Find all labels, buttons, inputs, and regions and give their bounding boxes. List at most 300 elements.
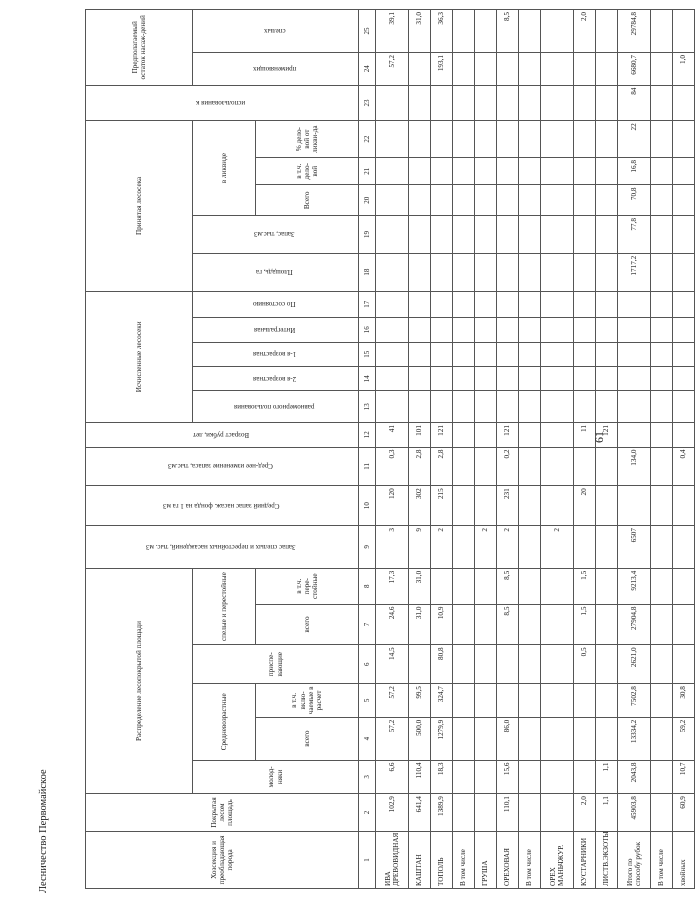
- header-mid-total: всего: [256, 717, 359, 760]
- table-cell: 57,2: [376, 52, 409, 85]
- table-cell: [596, 391, 618, 423]
- table-cell: [651, 342, 673, 366]
- header-forecast-mature: спелых: [263, 27, 286, 36]
- column-number-cell: 7: [359, 604, 376, 645]
- table-cell: [574, 253, 596, 291]
- table-cell: [541, 342, 574, 366]
- column-number-cell: 25: [359, 10, 376, 53]
- table-cell: [475, 604, 497, 645]
- table-cell: 1,1: [596, 760, 618, 794]
- table-cell: 11: [574, 423, 596, 447]
- table-cell: [475, 391, 497, 423]
- table-body: [376, 10, 695, 889]
- table-cell: [453, 216, 475, 254]
- table-cell: [596, 526, 618, 569]
- table-cell: [541, 185, 574, 216]
- table-cell: [574, 717, 596, 760]
- table-cell: 99,5: [409, 684, 431, 718]
- header-first-age: 1-я возрастная: [252, 350, 296, 359]
- table-cell: [541, 447, 574, 486]
- table-cell: [519, 568, 541, 604]
- table-cell: [409, 391, 431, 423]
- table-cell: 59,2: [673, 717, 695, 760]
- table-cell: [673, 568, 695, 604]
- table-cell: 86,0: [497, 717, 519, 760]
- column-number-cell: 20: [359, 185, 376, 216]
- table-cell: [497, 318, 519, 342]
- table-cell: 110,1: [497, 794, 519, 832]
- table-cell: 41: [376, 423, 409, 447]
- table-cell: [409, 185, 431, 216]
- table-cell: [475, 157, 497, 185]
- table-cell: 324,7: [431, 684, 453, 718]
- table-cell: 6507: [618, 526, 651, 569]
- table-cell: [519, 185, 541, 216]
- table-cell: [453, 121, 475, 158]
- table-cell: 2,0: [574, 10, 596, 53]
- table-row: [651, 10, 673, 889]
- row-label: В том числе: [519, 831, 541, 888]
- table-cell: [651, 794, 673, 832]
- table-cell: 20: [574, 486, 596, 526]
- table-cell: 2621,0: [618, 645, 651, 684]
- header-cutting-age: Возраст рубки, лет: [192, 430, 249, 439]
- table-cell: [453, 291, 475, 318]
- table-cell: [519, 391, 541, 423]
- row-label: В том числе: [453, 831, 475, 888]
- table-cell: [596, 253, 618, 291]
- table-cell: 110,4: [409, 760, 431, 794]
- table-cell: 2: [431, 526, 453, 569]
- table-cell: 29784,8: [618, 10, 651, 53]
- table-cell: [596, 342, 618, 366]
- table-cell: [673, 10, 695, 53]
- table-cell: [497, 121, 519, 158]
- row-label: хвойных: [673, 831, 695, 888]
- table-cell: [673, 216, 695, 254]
- table-cell: [618, 291, 651, 318]
- table-cell: [431, 391, 453, 423]
- table-cell: [596, 604, 618, 645]
- table-cell: [431, 342, 453, 366]
- table-cell: 77,8: [618, 216, 651, 254]
- table-cell: [574, 52, 596, 85]
- row-label: ЛИСТВ.ЭКЗОТЫ: [596, 831, 618, 888]
- table-cell: [519, 447, 541, 486]
- table-cell: 24,6: [376, 604, 409, 645]
- table-cell: [453, 684, 475, 718]
- table-cell: [519, 486, 541, 526]
- table-cell: [497, 157, 519, 185]
- table-cell: [475, 85, 497, 121]
- table-cell: 31,0: [409, 10, 431, 53]
- table-cell: [497, 85, 519, 121]
- table-cell: [497, 367, 519, 391]
- table-cell: [453, 85, 475, 121]
- header-mature-total: всего: [256, 604, 359, 645]
- header-distribution: Распределение лесопокрытой площади: [86, 568, 193, 793]
- table-cell: [453, 253, 475, 291]
- table-cell: [651, 604, 673, 645]
- table-cell: [618, 342, 651, 366]
- table-cell: 17,3: [376, 568, 409, 604]
- table-cell: [497, 645, 519, 684]
- table-cell: [519, 526, 541, 569]
- table-cell: [574, 157, 596, 185]
- table-cell: 0,5: [574, 645, 596, 684]
- table-cell: [673, 185, 695, 216]
- table-cell: 13334,2: [618, 717, 651, 760]
- table-cell: [519, 157, 541, 185]
- table-cell: 1,5: [574, 568, 596, 604]
- column-number-cell: 22: [359, 121, 376, 158]
- table-cell: [618, 318, 651, 342]
- table-cell: 7502,8: [618, 684, 651, 718]
- table-cell: [574, 216, 596, 254]
- table-cell: [673, 157, 695, 185]
- table-cell: [574, 684, 596, 718]
- table-cell: [453, 604, 475, 645]
- table-cell: [618, 367, 651, 391]
- column-number-cell: 2: [359, 794, 376, 832]
- table-cell: [541, 717, 574, 760]
- table-row: [596, 10, 618, 889]
- header-liquid: в ликвиде: [193, 121, 256, 216]
- table-cell: [541, 367, 574, 391]
- table-cell: 6680,7: [618, 52, 651, 85]
- table-cell: 60,9: [673, 794, 695, 832]
- table-cell: 231: [497, 486, 519, 526]
- table-cell: 16,8: [618, 157, 651, 185]
- table-cell: 1,1: [596, 794, 618, 832]
- header-young: молод-няки: [193, 760, 359, 794]
- table-cell: [596, 52, 618, 85]
- row-label: КАШТАН: [409, 831, 431, 888]
- table-row: [409, 10, 431, 889]
- table-cell: [453, 157, 475, 185]
- row-label: Итого по способу рубок: [618, 831, 651, 888]
- table-cell: [409, 291, 431, 318]
- table-cell: [409, 367, 431, 391]
- table-cell: [475, 216, 497, 254]
- table-cell: [519, 253, 541, 291]
- table-cell: [409, 121, 431, 158]
- table-cell: [574, 85, 596, 121]
- table-cell: [409, 52, 431, 85]
- table-cell: [497, 185, 519, 216]
- column-number-cell: 15: [359, 342, 376, 366]
- table-cell: 30,8: [673, 684, 695, 718]
- table-cell: 9213,4: [618, 568, 651, 604]
- table-cell: [673, 291, 695, 318]
- table-cell: [519, 423, 541, 447]
- column-number-cell: 24: [359, 52, 376, 85]
- table-cell: [541, 684, 574, 718]
- table-cell: [596, 291, 618, 318]
- table-cell: [475, 423, 497, 447]
- table-cell: 84: [618, 85, 651, 121]
- table-cell: [519, 645, 541, 684]
- table-cell: [453, 760, 475, 794]
- table-cell: 57,2: [376, 684, 409, 718]
- table-cell: [519, 52, 541, 85]
- table-row: [431, 10, 453, 889]
- table-cell: [519, 684, 541, 718]
- table-cell: [596, 157, 618, 185]
- table-cell: [376, 367, 409, 391]
- forestry-header: Лесничество Первомайское: [38, 769, 49, 893]
- header-accepted-cutting: Принятая лесосека: [86, 121, 193, 291]
- table-cell: 8,5: [497, 10, 519, 53]
- table-cell: 215: [431, 486, 453, 526]
- table-cell: 57,2: [376, 717, 409, 760]
- header-area: Площадь, га: [255, 268, 293, 277]
- table-cell: [618, 486, 651, 526]
- table-cell: [574, 318, 596, 342]
- table-cell: [596, 568, 618, 604]
- table-cell: [475, 760, 497, 794]
- table-cell: [497, 52, 519, 85]
- header-second-age: 2-я возрастная: [252, 374, 296, 383]
- column-number-cell: 13: [359, 391, 376, 423]
- table-cell: [651, 447, 673, 486]
- table-cell: [673, 253, 695, 291]
- table-cell: [673, 318, 695, 342]
- forest-cutting-table: [85, 9, 695, 889]
- table-cell: [651, 121, 673, 158]
- table-cell: 1,5: [574, 604, 596, 645]
- column-number-cell: 1: [359, 831, 376, 888]
- table-cell: [673, 121, 695, 158]
- table-cell: [651, 367, 673, 391]
- table-cell: [475, 794, 497, 832]
- table-cell: [453, 486, 475, 526]
- table-cell: [376, 342, 409, 366]
- table-cell: [541, 318, 574, 342]
- table-cell: 8,5: [497, 604, 519, 645]
- table-cell: 1717,2: [618, 253, 651, 291]
- table-cell: 121: [497, 423, 519, 447]
- page-number: 61: [592, 431, 606, 443]
- table-cell: [596, 185, 618, 216]
- table-cell: [431, 121, 453, 158]
- table-cell: [541, 423, 574, 447]
- table-cell: [376, 85, 409, 121]
- header-species: Хозсекция и преобладающая порода: [86, 831, 359, 888]
- table-cell: [519, 10, 541, 53]
- table-cell: [475, 568, 497, 604]
- header-liquid-total: Всего: [256, 185, 359, 216]
- table-cell: [651, 157, 673, 185]
- table-cell: 0,4: [673, 447, 695, 486]
- table-cell: [596, 367, 618, 391]
- column-number-cell: 5: [359, 684, 376, 718]
- table-cell: [431, 367, 453, 391]
- table-cell: [519, 121, 541, 158]
- table-cell: [651, 486, 673, 526]
- table-cell: [497, 391, 519, 423]
- table-cell: [541, 85, 574, 121]
- table-cell: [673, 391, 695, 423]
- table-cell: [431, 568, 453, 604]
- table-cell: [409, 342, 431, 366]
- table-cell: [453, 717, 475, 760]
- table-cell: [651, 645, 673, 684]
- table-cell: 31,0: [409, 568, 431, 604]
- table-cell: [596, 10, 618, 53]
- table-cell: [673, 645, 695, 684]
- header-forecast-applied: применяющих: [252, 64, 297, 73]
- table-cell: [651, 717, 673, 760]
- table-cell: 302: [409, 486, 431, 526]
- table-cell: [596, 121, 618, 158]
- table-row: [376, 10, 409, 889]
- table-row: [618, 10, 651, 889]
- table-cell: 2,8: [431, 447, 453, 486]
- header-liquid-business: в т.ч. дело-вой: [256, 157, 359, 185]
- column-number-cell: 3: [359, 760, 376, 794]
- table-cell: [541, 121, 574, 158]
- table-cell: [574, 367, 596, 391]
- table-cell: [519, 85, 541, 121]
- table-cell: [651, 760, 673, 794]
- table-cell: [596, 645, 618, 684]
- table-cell: 2,8: [409, 447, 431, 486]
- table-cell: [574, 526, 596, 569]
- table-cell: [651, 391, 673, 423]
- table-cell: [651, 526, 673, 569]
- table-cell: 101: [409, 423, 431, 447]
- table-cell: [519, 367, 541, 391]
- table-cell: [497, 291, 519, 318]
- table-cell: [453, 10, 475, 53]
- table-cell: 1389,9: [431, 794, 453, 832]
- table-cell: [453, 568, 475, 604]
- column-number-cell: 23: [359, 85, 376, 121]
- table-row: [574, 10, 596, 889]
- table-cell: [376, 185, 409, 216]
- table-cell: [541, 794, 574, 832]
- table-cell: [475, 717, 497, 760]
- table-cell: [453, 342, 475, 366]
- table-cell: 8,5: [497, 568, 519, 604]
- table-cell: [376, 121, 409, 158]
- table-cell: [574, 447, 596, 486]
- table-cell: [475, 342, 497, 366]
- table-cell: [651, 318, 673, 342]
- column-number-cell: 18: [359, 253, 376, 291]
- table-cell: 1,0: [673, 52, 695, 85]
- table-cell: [453, 794, 475, 832]
- column-number-cell: 17: [359, 291, 376, 318]
- table-cell: [651, 568, 673, 604]
- row-label: ТОПОЛЬ: [431, 831, 453, 888]
- table-cell: 120: [376, 486, 409, 526]
- table-cell: 6,6: [376, 760, 409, 794]
- table-cell: [497, 342, 519, 366]
- table-cell: [519, 318, 541, 342]
- row-label: В том числе: [651, 831, 673, 888]
- header-usage-period: использования к: [196, 98, 246, 107]
- table-cell: 134,0: [618, 447, 651, 486]
- header-by-condition: По состоянию: [253, 300, 296, 309]
- table-cell: [475, 10, 497, 53]
- table-cell: [376, 216, 409, 254]
- table-cell: 27904,8: [618, 604, 651, 645]
- table-cell: [541, 645, 574, 684]
- table-cell: [409, 85, 431, 121]
- table-cell: [596, 684, 618, 718]
- table-cell: [453, 318, 475, 342]
- header-forest-area: Покрытая лесом площадь: [86, 794, 359, 832]
- table-cell: [453, 447, 475, 486]
- table-cell: [475, 684, 497, 718]
- table-cell: [431, 185, 453, 216]
- table-cell: [475, 318, 497, 342]
- table-cell: [519, 760, 541, 794]
- table-cell: [596, 447, 618, 486]
- table-cell: [453, 367, 475, 391]
- row-label: ИВА ДРЕВОВИДНАЯ: [376, 831, 409, 888]
- table-cell: 70,8: [618, 185, 651, 216]
- table-cell: [497, 216, 519, 254]
- table-cell: [497, 684, 519, 718]
- header-premature: приспе-вающие: [193, 645, 359, 684]
- table-cell: [651, 253, 673, 291]
- table-cell: [475, 52, 497, 85]
- table-cell: [453, 645, 475, 684]
- table-cell: 1279,9: [431, 717, 453, 760]
- table-cell: [541, 10, 574, 53]
- table-cell: [519, 216, 541, 254]
- table-cell: 14,5: [376, 645, 409, 684]
- header-avg-stock: Средний запас насаж. фонда на 1 га м3: [162, 501, 280, 510]
- header-uniform: равномерного пользования: [234, 402, 315, 411]
- table-cell: [475, 486, 497, 526]
- table-cell: 0,2: [497, 447, 519, 486]
- table-cell: [596, 717, 618, 760]
- table-cell: [409, 645, 431, 684]
- table-cell: [475, 645, 497, 684]
- table-cell: [596, 318, 618, 342]
- table-cell: [431, 157, 453, 185]
- table-cell: [618, 423, 651, 447]
- table-cell: 18,3: [431, 760, 453, 794]
- table-cell: 10,9: [431, 604, 453, 645]
- table-row: [541, 10, 574, 889]
- table-cell: [453, 391, 475, 423]
- table-cell: [475, 185, 497, 216]
- table-cell: 45903,8: [618, 794, 651, 832]
- table-cell: [574, 291, 596, 318]
- table-cell: 9: [409, 526, 431, 569]
- row-label: ОРЕХОВАЯ: [497, 831, 519, 888]
- table-cell: [574, 342, 596, 366]
- table-cell: [651, 185, 673, 216]
- table-cell: [519, 717, 541, 760]
- table-cell: [409, 253, 431, 291]
- table-cell: [574, 121, 596, 158]
- table-cell: [475, 367, 497, 391]
- table-cell: 500,0: [409, 717, 431, 760]
- table-cell: [431, 318, 453, 342]
- header-forecast: Предполагаемый остаток насаж-дений: [86, 10, 193, 86]
- row-label: ОРЕХ МАНЬЧЖУР.: [541, 831, 574, 888]
- table-cell: 2043,8: [618, 760, 651, 794]
- table-cell: [651, 52, 673, 85]
- table-cell: [574, 760, 596, 794]
- table-cell: [596, 85, 618, 121]
